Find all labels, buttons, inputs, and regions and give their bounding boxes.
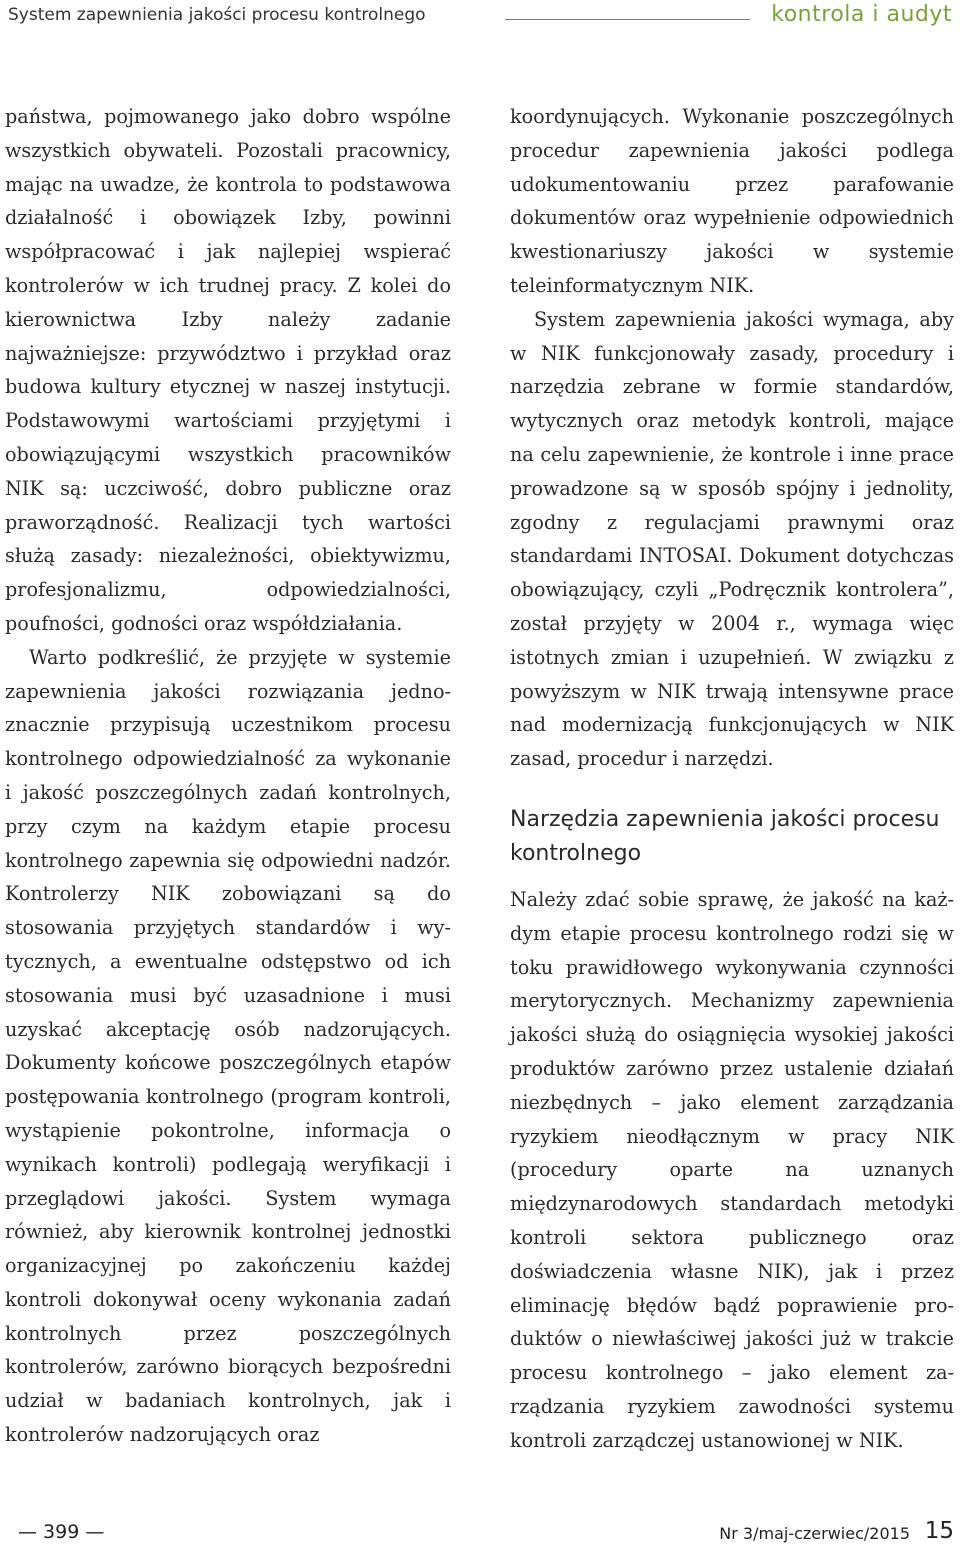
- page-footer: [0, 1515, 960, 1553]
- paragraph: Należy zdać sobie sprawę, że jakość na każdym etapie procesu kontrolnego rodzi się w toku prawidłowego wykonywania czynności merytorycznych. Mechanizmy zapewnienia jakości służą do osiągnięcia wysokiej jakości produktów zarówno przez ustalenie działań niezbędnych – jako element zarządzania ryzykiem nieodłącznym w pracy NIK (procedury oparte na uznanych międzynarodowych standardach metodyki kontroli sektora publicznego oraz doświadczenia własne NIK), jak i przez eliminację błędów bądź poprawienie produktów o niewłaściwej jakości już w trakcie procesu kontrolnego – jako element zarządzania ryzykiem zawodności systemu kontroli zarządczej ustanowionej w NIK.: [510, 887, 954, 1452]
- folio-number: — 399 —: [18, 1521, 105, 1543]
- header-rule: [505, 19, 750, 20]
- paragraph: koordynujących. Wykonanie poszczególnych procedur zapewnienia jakości podlega udokumentowaniu przez parafowanie dokumentów oraz wypełnienie odpowiednich kwestionariuszy jakości w systemie teleinformatycznym NIK.: [510, 105, 954, 297]
- running-title: System zapewnienia jakości procesu kontrolnego: [8, 5, 426, 25]
- section-label: kontrola i audyt: [771, 2, 952, 27]
- paragraph: System zapewnienia jakości wymaga, aby w NIK funkcjonowały zasady, procedury i narzędzia zebrane w formie standardów, wytycznych oraz metodyk kontroli, mające na celu zapewnienie, że kontrole i inne prace prowadzone są w sposób spójny i jednolity, zgodny z regulacjami prawnymi oraz standardami INTOSAI. Dokument dotychczas obowiązujący, czyli „Podręcznik kontrolera”, został przyjęty w 2004 r., wymaga więc istotnych zmian i uzupełnień. W związku z powyższym w NIK trwają intensywne prace nad modernizacją funkcjonujących w NIK zasad, procedur i narzędzi.: [510, 307, 954, 771]
- right-column: [510, 100, 954, 1457]
- left-column: [5, 100, 451, 1452]
- section-heading: Narzędzia zapewnienia jakości procesu kontrolnego: [510, 806, 940, 866]
- page-number: 15: [924, 1518, 954, 1544]
- page-header: [0, 0, 960, 40]
- paragraph: państwa, pojmowanego jako dobro wspólne wszystkich obywateli. Pozostali pracownicy, mając na uwadze, że kontrola to podstawowa działalność i obowiązek Izby, powinni współpracować i jak najlepiej wspierać kontrolerów w ich trudnej pracy. Z kolei do kierownictwa Izby należy zadanie najważniejsze: przywództwo i przykład oraz budowa kultury etycznej w naszej instytucji. Podstawowymi wartościami przyjętymi i obowiązującymi wszystkich pracowników NIK są: uczciwość, dobro publiczne oraz praworządność. Realizacji tych wartości służą zasady: niezależności, obiektywizmu, profesjonalizmu, odpowiedzialności, poufności, godności oraz współdziałania.: [5, 105, 451, 635]
- paragraph: Warto podkreślić, że przyjęte w systemie zapewnienia jakości rozwiązania jednoznacznie przypisują uczestnikom procesu kontrolnego odpowiedzialność za wykonanie i jakość poszczególnych zadań kontrolnych, przy czym na każdym etapie procesu kontrolnego zapewnia się odpowiedni nadzór. Kontrolerzy NIK zobowiązani są do stosowania przyjętych standardów i wytycznych, a ewentualne odstępstwo od ich stosowania musi być uzasadnione i musi uzyskać akceptację osób nadzorujących. Dokumenty końcowe poszczególnych etapów postępowania kontrolnego (program kontroli, wystąpienie pokontrolne, informacja o wynikach kontroli) podlegają weryfikacji i przeglądowi jakości. System wymaga również, aby kierownik kontrolnej jednostki organizacyjnej po zakończeniu każdej kontroli dokonywał oceny wykonania zadań kontrolnych przez poszczególnych kontrolerów, zarówno biorących bezpośredni udział w badaniach kontrolnych, jak i kontrolerów nadzorujących oraz: [5, 645, 451, 1447]
- issue-label: Nr 3/maj-czerwiec/2015: [719, 1524, 910, 1543]
